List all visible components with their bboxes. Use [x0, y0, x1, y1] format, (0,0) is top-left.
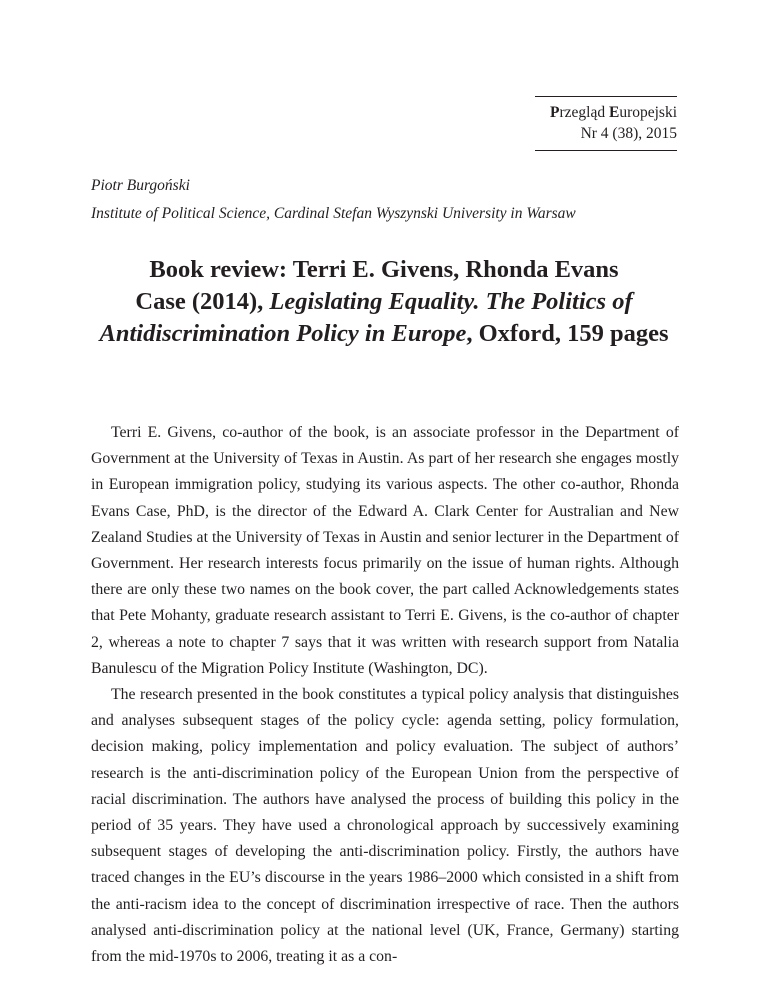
journal-name: Przegląd Europejski: [550, 104, 677, 121]
title-line-3: Antidiscrimination Policy in Europe, Oxford, 159 pages: [99, 320, 669, 347]
journal-header: [535, 96, 677, 151]
journal-issue: Nr 4 (38), 2015: [580, 125, 677, 142]
author-block: [91, 172, 711, 228]
paragraph: The research presented in the book constitutes a typical policy analysis that distinguishes and analyses subsequent stages of the policy cycle: agenda setting, policy formulation, decision making, policy implementation and policy evaluation. The subject of authors’ research is the anti-discrimination policy of the European Union from the perspective of racial discrimination. The authors have analysed the process of building this policy in the period of 35 years. They have used a chronological approach by successively examining subsequent stages of developing the anti-discrimination policy. Firstly, the authors have traced changes in the EU’s discourse in the years 1986–2000 which consisted in a shift from the anti-racism idea to the concept of discrimination irrespective of race. Then the authors analysed anti-discrimination policy at the national level (UK, France, Germany) starting from the mid-1970s to 2006, treating it as a con-: [91, 686, 679, 966]
author-affiliation: Institute of Political Science, Cardinal Stefan Wyszynski University in Warsaw: [91, 205, 576, 222]
title-line-2: Case (2014), Legislating Equality. The Politics of: [135, 288, 633, 315]
paragraph: Terri E. Givens, co-author of the book, is an associate professor in the Department of Government at the University of Texas in Austin. As part of her research she engages mostly in European immigration policy, studying its various aspects. The other co-author, Rhonda Evans Case, PhD, is the director of the Edward A. Clark Center for Australian and New Zealand Studies at the University of Texas in Austin and senior lecturer in the Department of Government. Her research interests focus primarily on the issue of human rights. Although there are only these two names on the book cover, the part called Acknowledgements states that Pete Mohanty, graduate research assistant to Terri E. Givens, is the co-author of chapter 2, whereas a note to chapter 7 says that it was written with research support from Natalia Banulescu of the Migration Policy Institute (Washington, DC).: [91, 424, 679, 677]
article-title: [60, 254, 708, 350]
title-line-1: Book review: Terri E. Givens, Rhonda Evans: [149, 256, 619, 283]
article-body: [91, 420, 679, 970]
author-name: Piotr Burgoński: [91, 177, 190, 194]
